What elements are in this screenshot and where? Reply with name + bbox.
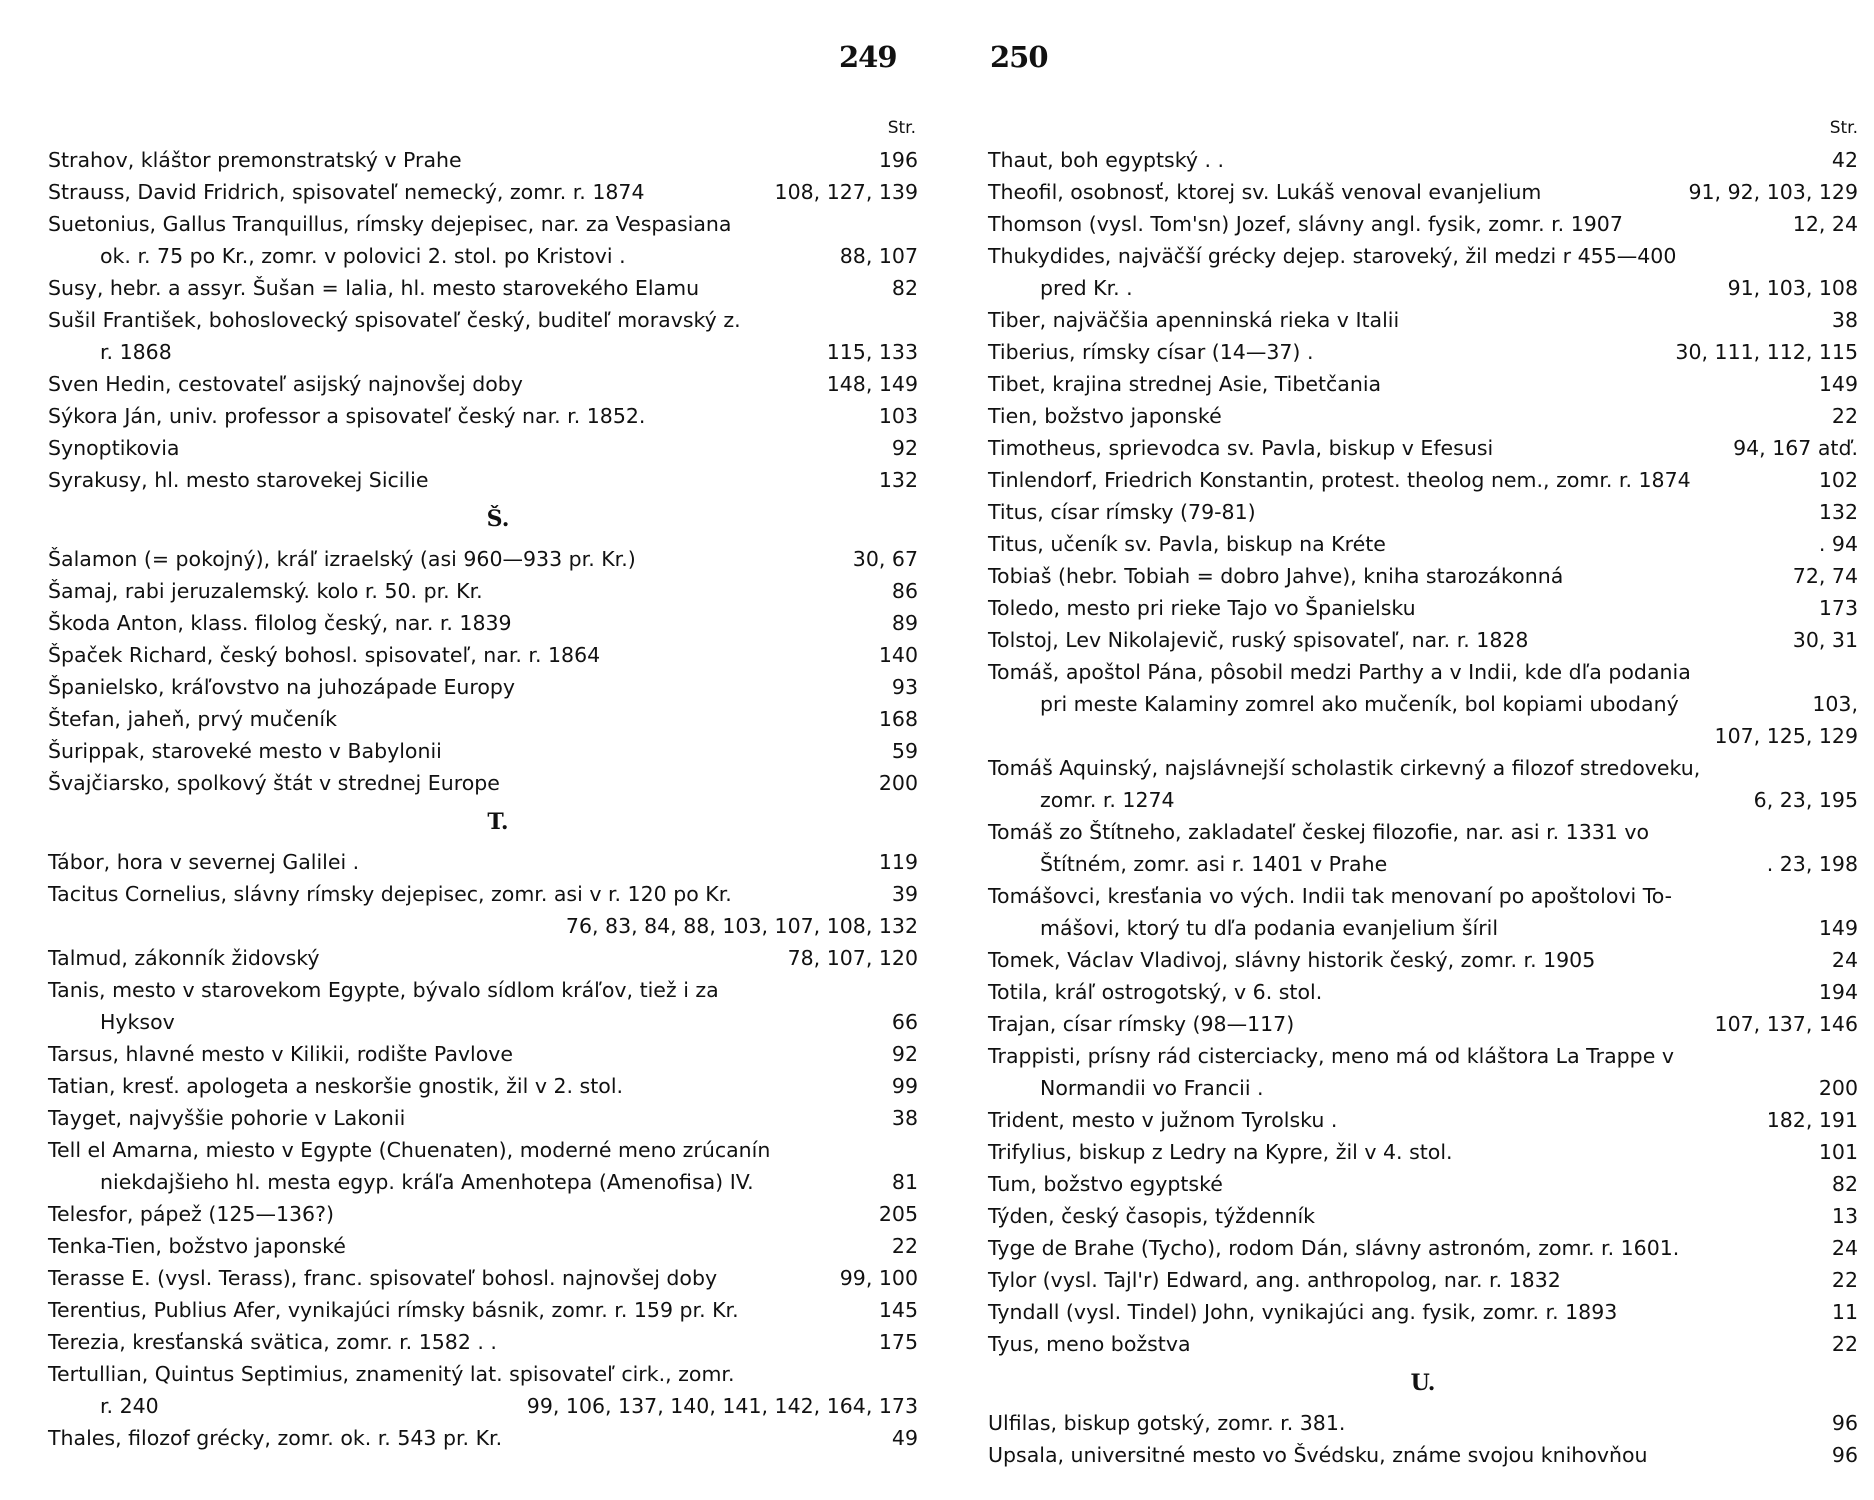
index-entry [48,942,918,974]
entry-continuation-line [48,1006,918,1038]
index-entry [48,671,918,703]
entry-page-refs: 101 [1818,1140,1858,1164]
entry-line [988,1296,1858,1328]
entry-text: Syrakusy, hl. mesto starovekej Sicilie [48,468,429,492]
entry-text: Terentius, Publius Afer, vynikajúci rímsky básnik, zomr. r. 159 pr. Kr. [48,1298,739,1322]
entry-page-refs: . 94 [1818,532,1858,556]
entry-text: Švajčiarsko, spolkový štát v strednej Europe [48,771,500,795]
index-entry [48,974,918,1038]
index-entry [988,176,1858,208]
entry-page-refs: . 23, 198 [1766,852,1858,876]
entry-page-refs: 82 [891,276,918,300]
entry-text: Trajan, císar rímsky (98—117) [988,1012,1295,1036]
entry-page-refs: 194 [1818,980,1858,1004]
entry-page-refs: 200 [1818,1076,1858,1100]
entry-line [48,400,918,432]
entry-text: Tarsus, hlavné mesto v Kilikii, rodište Pavlove [48,1042,514,1066]
index-entry [988,1296,1858,1328]
entry-text: Susy, hebr. a assyr. Šušan = lalia, hl. mesto starovekého Elamu [48,276,700,300]
index-entry [48,1326,918,1358]
index-entry [48,144,918,176]
entry-text: Talmud, zákonník židovský [48,946,320,970]
entry-page-refs: 30, 31 [1792,628,1858,652]
entry-line [48,1198,918,1230]
entry-line [48,1294,918,1326]
entry-line [48,208,918,240]
entry-line [988,1439,1858,1471]
entry-page-refs: 119 [878,850,918,874]
index-entry [48,543,918,575]
entry-text: Thukydides, najväčší grécky dejep. staroveký, žil medzi r 455—400 [988,244,1677,268]
index-entry [988,464,1858,496]
entry-line [988,1232,1858,1264]
index-entry [48,1070,918,1102]
entry-line [988,144,1858,176]
index-entry [48,1134,918,1198]
entry-line [988,1040,1858,1072]
entry-line [48,1070,918,1102]
entry-line [48,942,918,974]
entry-page-refs: 6, 23, 195 [1753,788,1858,812]
entry-continuation-line [48,240,918,272]
entry-line [48,543,918,575]
entry-text: Tien, božstvo japonské [988,404,1222,428]
entry-text: Šurippak, staroveké mesto v Babylonii [48,739,442,763]
entry-line [988,464,1858,496]
entry-text: Tylor (vysl. Tajl'r) Edward, ang. anthropolog, nar. r. 1832 [988,1268,1561,1292]
entry-line [988,304,1858,336]
entry-page-refs: 42 [1831,148,1858,172]
entry-page-refs: 205 [878,1202,918,1226]
index-entry [48,639,918,671]
entry-text: Totila, kráľ ostrogotský, v 6. stol. [988,980,1323,1004]
entry-text: Theofil, osobnosť, ktorej sv. Lukáš venoval evanjelium [988,180,1542,204]
index-entry [988,1439,1858,1471]
entry-text: Sušil František, bohoslovecký spisovateľ český, buditeľ moravský z. [48,308,741,332]
index-entry [988,144,1858,176]
index-entry [48,607,918,639]
entry-line [48,974,918,1006]
entry-page-refs: 72, 74 [1792,564,1858,588]
index-entry [48,846,918,878]
entry-line [988,1104,1858,1136]
index-entry [48,176,918,208]
right-page [988,0,1858,1500]
entry-continuation-line [988,1072,1858,1104]
entry-text: Tertullian, Quintus Septimius, znamenitý lat. spisovateľ cirk., zomr. [48,1362,735,1386]
entry-page-refs: 88, 107 [839,244,918,268]
entry-line [48,464,918,496]
entry-page-refs: 30, 67 [852,547,918,571]
entry-continuation-line [48,910,918,942]
entry-line [988,400,1858,432]
entry-line [988,496,1858,528]
page-number: 250 [990,40,1048,74]
entry-text: Trifylius, biskup z Ledry na Kypre, žil v 4. stol. [988,1140,1453,1164]
entry-text: Tyge de Brahe (Tycho), rodom Dán, slávny astronóm, zomr. r. 1601. [988,1236,1680,1260]
entry-text: Trident, mesto v južnom Tyrolsku . [988,1108,1338,1132]
entry-page-refs: 92 [891,1042,918,1066]
entry-text: Tum, božstvo egyptské [988,1172,1223,1196]
entry-line [988,880,1858,912]
index-entry [48,1230,918,1262]
entry-page-refs: 91, 103, 108 [1727,276,1858,300]
entry-page-refs: 94, 167 atď. [1733,436,1858,460]
entry-text: Šamaj, rabi jeruzalemský. kolo r. 50. pr. Kr. [48,579,483,603]
entry-line [988,656,1858,688]
index-entry [988,1407,1858,1439]
entry-text: pri meste Kalaminy zomrel ako mučeník, bol kopiami ubodaný [1040,692,1679,716]
entry-line [48,846,918,878]
entry-continuation-line [48,336,918,368]
entry-line [48,639,918,671]
index-entry [988,592,1858,624]
index-entry [988,240,1858,304]
section-heading: T. [487,809,509,835]
entry-page-refs: 173 [1818,596,1858,620]
entry-text: Titus, císar rímsky (79-81) [988,500,1256,524]
entry-text: zomr. r. 1274 [1040,788,1175,812]
entry-page-refs: 107, 137, 146 [1714,1012,1858,1036]
index-entry [48,1422,918,1454]
entry-page-refs: 145 [878,1298,918,1322]
entry-page-refs: 39 [891,882,918,906]
entry-page-refs: 82 [1831,1172,1858,1196]
entry-page-refs: 108, 127, 139 [774,180,918,204]
entry-text: Šalamon (= pokojný), kráľ izraelský (asi 960—933 pr. Kr.) [48,547,636,571]
index-entry [988,208,1858,240]
entry-line [48,1358,918,1390]
entry-page-refs: 175 [878,1330,918,1354]
entry-page-refs: 12, 24 [1792,212,1858,236]
index-entry [48,272,918,304]
entry-page-refs: 81 [891,1170,918,1194]
index-entry [988,752,1858,816]
index-entry [48,878,918,942]
index-entry [48,767,918,799]
entry-page-refs: 182, 191 [1766,1108,1858,1132]
entry-page-refs: 24 [1831,948,1858,972]
entry-continuation-line [988,912,1858,944]
index-entry [48,304,918,368]
entry-text: Thaut, boh egyptský . . [988,148,1225,172]
entry-page-refs: 30, 111, 112, 115 [1675,340,1858,364]
index-entry [48,432,918,464]
index-entry [988,400,1858,432]
entry-page-refs: 22 [1831,404,1858,428]
index-entries [988,144,1858,1471]
entry-continuation-line [48,1390,918,1422]
index-entry [48,1358,918,1422]
entry-text: Tomáš, apoštol Pána, pôsobil medzi Parthy a v Indii, kde dľa podania [988,660,1691,684]
entry-line [988,752,1858,784]
entry-text: Tolstoj, Lev Nikolajevič, ruský spisovateľ, nar. r. 1828 [988,628,1529,652]
entry-text: Tiber, najväčšia apenninská rieka v Italii [988,308,1400,332]
entry-line [48,1038,918,1070]
entry-line [48,1326,918,1358]
entry-text: Tábor, hora v severnej Galilei . [48,850,360,874]
entry-line [48,1262,918,1294]
entry-page-refs: 66 [891,1010,918,1034]
entry-line [988,944,1858,976]
entry-page-refs: 103, [1812,692,1858,716]
entry-text: Tatian, kresť. apologeta a neskoršie gnostik, žil v 2. stol. [48,1074,624,1098]
entry-page-refs: 92 [891,436,918,460]
entry-text: Telesfor, pápež (125—136?) [48,1202,334,1226]
entry-text: Terezia, kresťanská svätica, zomr. r. 1582 . . [48,1330,497,1354]
entry-line [48,432,918,464]
entry-page-refs: 49 [891,1426,918,1450]
entry-line [988,368,1858,400]
entry-text: Škoda Anton, klass. filolog český, nar. r. 1839 [48,611,512,635]
entry-text: r. 1868 [100,340,172,364]
page-column-label: Str. [887,118,916,138]
entry-page-refs: 78, 107, 120 [787,946,918,970]
entry-page-refs: 96 [1831,1411,1858,1435]
entry-page-refs: 102 [1818,468,1858,492]
entry-text: Sýkora Ján, univ. professor a spisovateľ český nar. r. 1852. [48,404,646,428]
entry-text: Tell el Amarna, miesto v Egypte (Chuenaten), moderné meno zrúcanín [48,1138,771,1162]
index-entry [988,1040,1858,1104]
entry-line [988,1200,1858,1232]
entry-page-refs: 89 [891,611,918,635]
index-entry [48,703,918,735]
entry-line [48,144,918,176]
entry-text: Tobiaš (hebr. Tobiah = dobro Jahve), kniha starozákonná [988,564,1564,588]
entry-page-refs: 22 [891,1234,918,1258]
entry-continuation-line [988,272,1858,304]
entry-text: r. 240 [100,1394,159,1418]
entry-text: Thales, filozof grécky, zomr. ok. r. 543 pr. Kr. [48,1426,503,1450]
entry-page-refs: 196 [878,148,918,172]
entry-page-refs: 200 [878,771,918,795]
entry-line [988,1168,1858,1200]
entry-text: Tyndall (vysl. Tindel) John, vynikajúci ang. fysik, zomr. r. 1893 [988,1300,1618,1324]
entry-text: Strauss, David Fridrich, spisovateľ nemecký, zomr. r. 1874 [48,180,645,204]
entry-page-refs: 38 [1831,308,1858,332]
entry-text: Tomáš zo Štítneho, zakladateľ českej filozofie, nar. asi r. 1331 vo [988,820,1650,844]
entry-page-refs: 132 [1818,500,1858,524]
entry-page-refs: 11 [1831,1300,1858,1324]
entry-line [988,560,1858,592]
entry-page-refs: 149 [1818,372,1858,396]
entry-text: Tomek, Václav Vladivoj, slávny historik český, zomr. r. 1905 [988,948,1596,972]
index-entry [988,1168,1858,1200]
entry-line [48,1230,918,1262]
entry-text: Štítném, zomr. asi r. 1401 v Prahe [1040,852,1388,876]
entry-line [988,336,1858,368]
entry-page-refs: 149 [1818,916,1858,940]
entry-text: Špaček Richard, český bohosl. spisovateľ, nar. r. 1864 [48,643,601,667]
index-entry [48,735,918,767]
index-entry [988,496,1858,528]
entry-text: Tanis, mesto v starovekom Egypte, bývalo sídlom kráľov, tiež i za [48,978,719,1002]
entry-line [48,1102,918,1134]
entry-text: Sven Hedin, cestovateľ asijský najnovšej doby [48,372,523,396]
index-entry [988,1200,1858,1232]
entry-page-refs: 86 [891,579,918,603]
entry-text: Tinlendorf, Friedrich Konstantin, protest. theolog nem., zomr. r. 1874 [988,468,1691,492]
entry-page-refs: 24 [1831,1236,1858,1260]
index-entry [988,368,1858,400]
entry-text: pred Kr. . [1040,276,1133,300]
entry-text: ok. r. 75 po Kr., zomr. v polovici 2. stol. po Kristovi . [100,244,626,268]
index-entry [48,1038,918,1070]
entry-text: Tyus, meno božstva [988,1332,1191,1356]
index-entry [48,575,918,607]
entry-page-refs: 99, 106, 137, 140, 141, 142, 164, 173 [526,1394,918,1418]
entry-page-refs: 140 [878,643,918,667]
entry-continuation-line [48,1166,918,1198]
index-entry [988,1104,1858,1136]
entry-page-refs: 99, 100 [839,1266,918,1290]
entry-text: Terasse E. (vysl. Terass), franc. spisovateľ bohosl. najnovšej doby [48,1266,718,1290]
entry-continuation-line [988,720,1858,752]
entry-line [48,368,918,400]
index-entry [988,528,1858,560]
index-entry [988,816,1858,880]
entry-line [988,1407,1858,1439]
entry-page-refs: 22 [1831,1332,1858,1356]
entry-line [988,624,1858,656]
entry-line [48,1422,918,1454]
entry-line [988,1008,1858,1040]
index-entry [48,1294,918,1326]
entry-line [988,176,1858,208]
index-entry [988,1136,1858,1168]
index-entry [988,944,1858,976]
entry-text: Ulfilas, biskup gotský, zomr. r. 381. [988,1411,1346,1435]
entry-line [48,735,918,767]
index-entry [988,880,1858,944]
entry-page-refs: 93 [891,675,918,699]
index-entries [48,144,918,1454]
index-entry [48,464,918,496]
entry-page-refs: 99 [891,1074,918,1098]
index-entry [988,976,1858,1008]
entry-line [48,767,918,799]
index-entry [48,208,918,272]
entry-page-refs: 38 [891,1106,918,1130]
entry-line [48,304,918,336]
entry-page-refs: 59 [891,739,918,763]
entry-text: Tomáš Aquinský, najslávnejší scholastik cirkevný a filozof stredoveku, [988,756,1701,780]
entry-text: Tiberius, rímsky císar (14—37) . [988,340,1314,364]
entry-page-refs: 91, 92, 103, 129 [1688,180,1858,204]
entry-continuation-line [988,784,1858,816]
entry-text: Tomášovci, kresťania vo vých. Indii tak menovaní po apoštolovi To- [988,884,1673,908]
entry-line [988,432,1858,464]
entry-line [988,528,1858,560]
index-entry [988,1008,1858,1040]
index-entry [988,1232,1858,1264]
entry-line [48,272,918,304]
entry-text: Tacitus Cornelius, slávny rímsky dejepisec, zomr. asi v r. 120 po Kr. [48,882,732,906]
entry-page-refs: 132 [878,468,918,492]
entry-line [988,240,1858,272]
entry-text: Španielsko, kráľovstvo na juhozápade Europy [48,675,516,699]
entry-text: Týden, český časopis, týždenník [988,1204,1316,1228]
entry-line [48,607,918,639]
entry-line [988,1136,1858,1168]
entry-line [988,592,1858,624]
left-page [48,0,918,1500]
entry-text: Timotheus, sprievodca sv. Pavla, biskup v Efesusi [988,436,1494,460]
entry-text: Toledo, mesto pri rieke Tajo vo Španielsku [988,596,1416,620]
entry-text: Strahov, kláštor premonstratský v Prahe [48,148,462,172]
entry-page-refs: 168 [878,707,918,731]
entry-text: Trappisti, prísny rád cisterciacky, meno má od kláštora La Trappe v [988,1044,1674,1068]
entry-text: Titus, učeník sv. Pavla, biskup na Kréte [988,532,1386,556]
index-entry [48,400,918,432]
entry-line [48,575,918,607]
section-heading: U. [1410,1370,1436,1396]
entry-line [48,878,918,910]
index-entry [988,560,1858,592]
entry-continuation-line [988,848,1858,880]
index-entry [48,1198,918,1230]
index-entry [988,656,1858,752]
entry-page-refs: 148, 149 [826,372,918,396]
entry-page-refs: 115, 133 [826,340,918,364]
entry-line [988,1328,1858,1360]
index-entry [988,432,1858,464]
entry-text: Štefan, jaheň, prvý mučeník [48,707,337,731]
entry-page-refs: 76, 83, 84, 88, 103, 107, 108, 132 [565,914,918,938]
entry-text: Hyksov [100,1010,175,1034]
entry-text: Synoptikovia [48,436,180,460]
entry-text: Tenka-Tien, božstvo japonské [48,1234,346,1258]
index-entry [48,1262,918,1294]
entry-line [48,671,918,703]
entry-text: niekdajšieho hl. mesta egyp. kráľa Amenhotepa (Amenofisa) IV. [100,1170,754,1194]
entry-page-refs: 96 [1831,1443,1858,1467]
entry-page-refs: 103 [878,404,918,428]
entry-continuation-line [988,688,1858,720]
index-entry [48,1102,918,1134]
entry-line [988,1264,1858,1296]
entry-line [988,816,1858,848]
entry-text: Suetonius, Gallus Tranquillus, rímsky dejepisec, nar. za Vespasiana [48,212,732,236]
section-heading: Š. [486,506,510,532]
page-column-label: Str. [1829,118,1858,138]
index-entry [988,624,1858,656]
page-number: 249 [839,40,897,74]
index-entry [988,304,1858,336]
entry-line [48,1134,918,1166]
entry-line [48,703,918,735]
entry-line [988,976,1858,1008]
entry-line [988,208,1858,240]
entry-text: mášovi, ktorý tu dľa podania evanjelium šíril [1040,916,1499,940]
entry-page-refs: 13 [1831,1204,1858,1228]
index-entry [48,368,918,400]
entry-text: Tibet, krajina strednej Asie, Tibetčania [988,372,1382,396]
entry-line [48,176,918,208]
entry-page-refs: 22 [1831,1268,1858,1292]
index-entry [988,1264,1858,1296]
entry-text: Normandii vo Francii . [1040,1076,1264,1100]
entry-text: Thomson (vysl. Tom'sn) Jozef, slávny angl. fysik, zomr. r. 1907 [988,212,1623,236]
entry-text: Tayget, najvyššie pohorie v Lakonii [48,1106,406,1130]
index-entry [988,1328,1858,1360]
entry-page-refs: 107, 125, 129 [1714,724,1858,748]
entry-text: Upsala, universitné mesto vo Švédsku, známe svojou knihovňou [988,1443,1648,1467]
index-entry [988,336,1858,368]
